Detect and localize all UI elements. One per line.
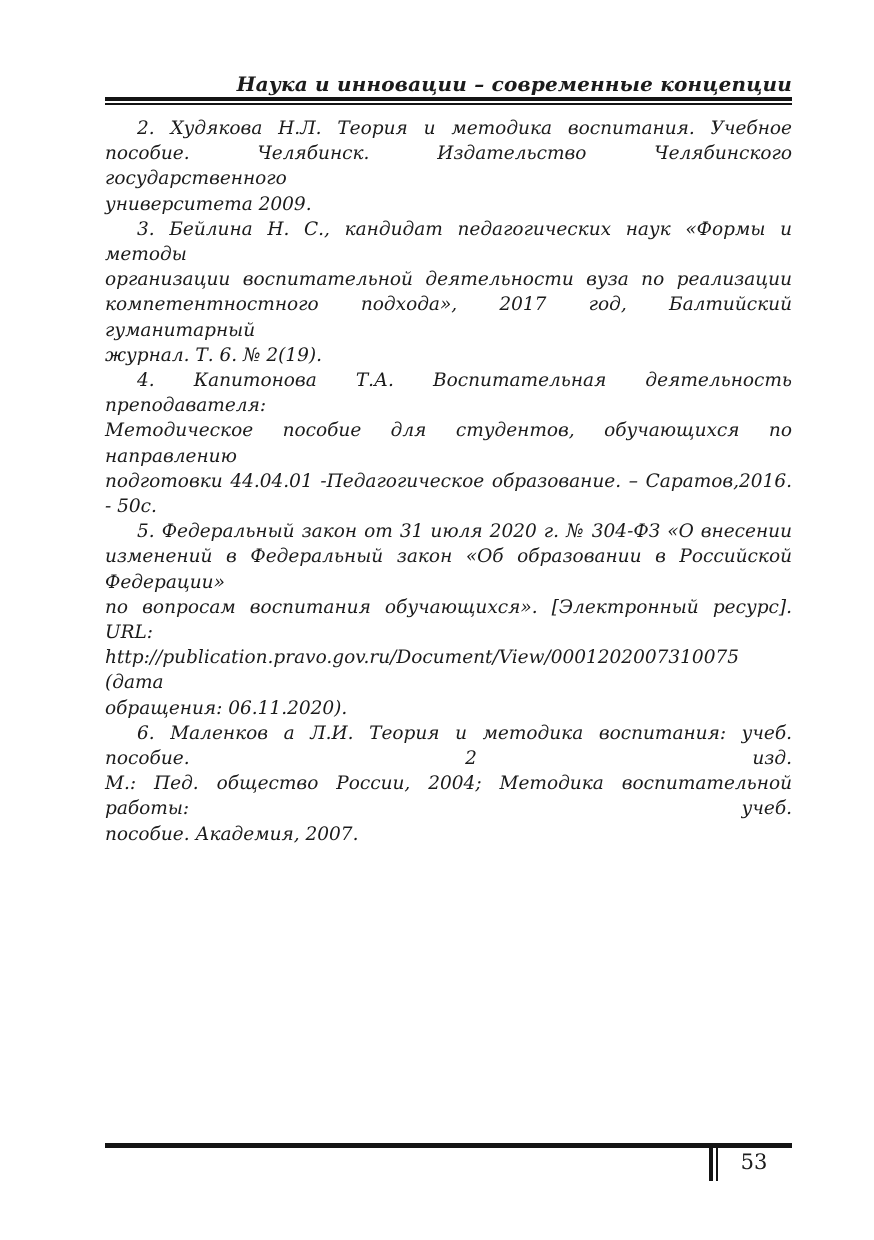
page-content [105,0,792,1240]
reference-line: по вопросам воспитания обучающихся». [Электронный ресурс]. URL: [105,596,792,644]
footer-rule [105,1143,792,1148]
references-list [105,116,792,847]
reference-line: обращения: 06.11.2020). [105,697,348,719]
reference-line: 5. Федеральный закон от 31 июля 2020 г. № 304-ФЗ «О внесении [137,521,792,543]
reference-line: http://publication.pravo.gov.ru/Document/View/0001202007310075 (дата [105,647,740,694]
reference-line: изменений в Федеральный закон «Об образовании в Российской Федерации» [105,546,792,593]
header-double-rule [105,97,792,105]
reference-item [105,721,792,847]
footer-marker-thick-line [709,1143,713,1181]
reference-line: журнал. Т. 6. № 2(19). [105,344,323,366]
reference-line: Методическое пособие для студентов, обучающихся по направлению [105,420,792,467]
reference-line: компетентностного подхода», 2017 год, Балтийский гуманитарный [105,294,792,341]
reference-line: 3. Бейлина Н. С., кандидат педагогических наук «Формы и методы [105,218,792,266]
page-number: 53 [740,1150,768,1174]
reference-item [105,519,792,721]
reference-line: М.: Пед. общество России, 2004; Методика воспитательной работы: учеб. [105,773,792,820]
reference-line: университета 2009. [105,193,312,215]
reference-line: пособие. Академия, 2007. [105,823,359,845]
reference-item [105,217,792,368]
reference-item [105,116,792,217]
reference-item [105,368,792,519]
reference-line: 6. Маленков а Л.И. Теория и методика воспитания: учеб. пособие. 2 изд. [105,722,792,770]
reference-line: пособие. Челябинск. Издательство Челябинского государственного [105,143,792,190]
reference-line: 2. Худякова Н.Л. Теория и методика воспитания. Учебное [137,118,792,139]
reference-line: 4. Капитонова Т.А. Воспитательная деятельность преподавателя: [105,370,792,417]
running-header-title: Наука и инновации – современные концепции [236,72,792,96]
reference-line: организации воспитательной деятельности вуза по реализации [105,269,792,291]
reference-line: подготовки 44.04.01 -Педагогическое образование. – Саратов,2016. - 50с. [105,470,792,518]
